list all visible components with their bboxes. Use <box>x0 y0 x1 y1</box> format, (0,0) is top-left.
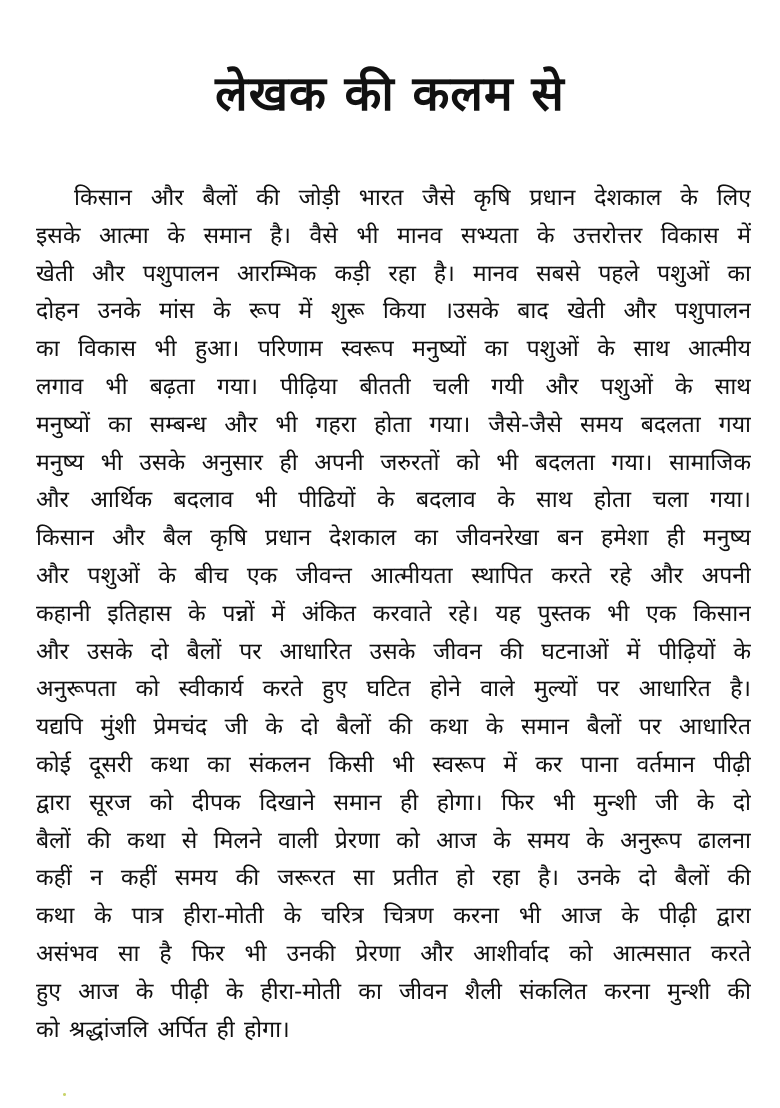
paragraph-line: किसान और बैल कृषि प्रधान देशकाल का जीवनरेखा बन हमेशा ही मनुष्य <box>36 525 751 552</box>
preface-paragraph <box>36 180 751 1049</box>
paragraph-line: कहानी इतिहास के पन्नों में अंकित करवाते रहे। यह पुस्तक भी एक किसान <box>36 600 751 627</box>
scan-speck <box>63 1093 66 1096</box>
paragraph-line: कोई दूसरी कथा का संकलन किसी भी स्वरूप में कर पाना वर्तमान पीढ़ी <box>36 751 751 778</box>
paragraph-line: मनुष्यों का सम्बन्ध और भी गहरा होता गया। जैसे-जैसे समय बदलता गया <box>36 411 751 438</box>
paragraph-line: यद्यपि मुंशी प्रेमचंद जी के दो बैलों की कथा के समान बैलों पर आधारित <box>36 714 751 741</box>
paragraph-line: मनुष्य भी उसके अनुसार ही अपनी जरुरतों को भी बदलता गया। सामाजिक <box>36 449 751 476</box>
paragraph-line: असंभव सा है फिर भी उनकी प्रेरणा और आशीर्वाद को आत्मसात करते <box>36 940 751 967</box>
paragraph-line: किसान और बैलों की जोड़ी भारत जैसे कृषि प्रधान देशकाल के लिए <box>74 185 751 211</box>
page-title: लेखक की कलम से <box>215 66 565 123</box>
paragraph-line: लगाव भी बढ़ता गया। पीढ़िया बीतती चली गयी और पशुओं के साथ <box>36 373 751 400</box>
paragraph-line: बैलों की कथा से मिलने वाली प्रेरणा को आज के समय के अनुरूप ढालना <box>36 827 751 854</box>
paragraph-line: और आर्थिक बदलाव भी पीढियों के बदलाव के साथ होता चला गया। <box>36 487 751 514</box>
paragraph-line: और उसके दो बैलों पर आधारित उसके जीवन की घटनाओं में पीढ़ियों के <box>36 638 751 665</box>
paragraph-line: इसके आत्मा के समान है। वैसे भी मानव सभ्यता के उत्तरोत्तर विकास में <box>36 222 751 249</box>
paragraph-line: कहीं न कहीं समय की जरूरत सा प्रतीत हो रहा है। उनके दो बैलों की <box>36 865 751 892</box>
paragraph-line: का विकास भी हुआ। परिणाम स्वरूप मनुष्यों का पशुओं के साथ आत्मीय <box>36 336 751 363</box>
paragraph-line: को श्रद्धांजलि अर्पित ही होगा। <box>36 1016 290 1043</box>
paragraph-line: हुए आज के पीढ़ी के हीरा-मोती का जीवन शैली संकलित करना मुन्शी की <box>36 978 751 1005</box>
paragraph-line: और पशुओं के बीच एक जीवन्त आत्मीयता स्थापित करते रहे और अपनी <box>36 562 751 589</box>
paragraph-line: खेती और पशुपालन आरम्भिक कड़ी रहा है। मानव सबसे पहले पशुओं का <box>36 260 751 287</box>
paragraph-line: दोहन उनके मांस के रूप में शुरू किया ।उसके बाद खेती और पशुपालन <box>36 298 751 325</box>
paragraph-line: द्वारा सूरज को दीपक दिखाने समान ही होगा। फिर भी मुन्शी जी के दो <box>36 789 751 816</box>
paragraph-line: अनुरूपता को स्वीकार्य करते हुए घटित होने वाले मुल्यों पर आधारित है। <box>36 676 751 703</box>
paragraph-line: कथा के पात्र हीरा-मोती के चरित्र चित्रण करना भी आज के पीढ़ी द्वारा <box>36 903 751 930</box>
